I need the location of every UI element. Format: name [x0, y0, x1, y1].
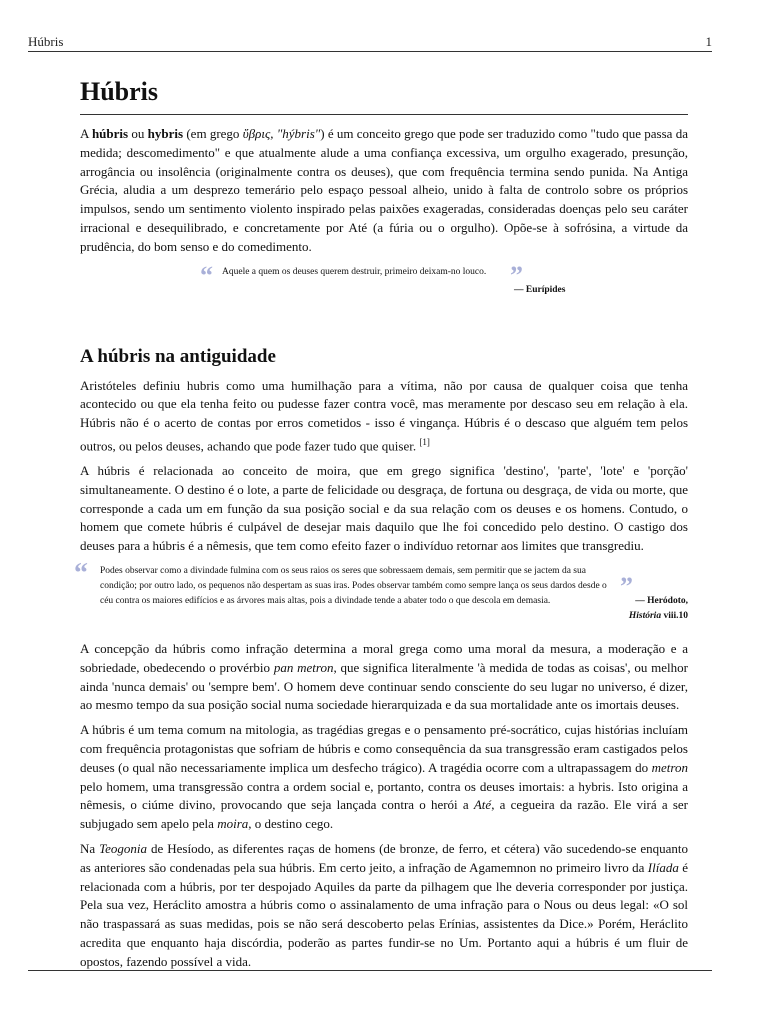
paragraph-teogonia: [80, 840, 688, 972]
italic-term: moira: [217, 816, 249, 832]
text-span: , a cegueira da razão. Ele virá a ser subjugado sem apelo pela: [80, 797, 688, 832]
article-body: [74, 70, 689, 978]
text-span: pelo homem, uma transgressão contra a ordem social e, portanto, contra os deuses imortais: a hybris. Isto origina a nêmesis, o ciúme divino, provocando que seja lançada contra o herói a: [80, 778, 688, 813]
text-span: (em grego: [183, 126, 243, 141]
italic-term: Teogonia: [99, 841, 148, 857]
text-span: é relacionada com a húbris, por ter despojado Aquiles da parte da pilhagem que lhe deveria corresponder por justiça. Pela sua vez, Heráclito amostra a húbris como o assinalamento de uma infração para o Nous ou deus legal: «O sol não traspassará as suas medidas, pois se não será descoberto pelas Erínias, assistentes da Dice.» Porém, Heráclito acredita que enquanto haja discórdia, poderão as partes fundir-se no Um. Portanto aqui a húbris é um fluir de opostos, fazendo possível a vida.: [80, 859, 689, 969]
greek-term: ὕβρις, "hýbris": [242, 126, 321, 141]
text-span: A: [80, 126, 92, 141]
header-title: Húbris: [28, 34, 64, 49]
text-span: ) é um conceito grego que pode ser traduzido como "tudo que passa da medida; descomedimento" e que atualmente alude a uma confiança excessiva, um orgulho exagerado, presunção, arrogância ou insolência (originalmente contra os deuses), que com frequência termina sendo punida. Na Antiga Grécia, aludia a um desprezo temerário pelo espaço pessoal alheio, unido à falta de controlo sobre os próprios impulsos, sendo um sentimento violento inspirado pelas paixões exageradas, consideradas doenças pelo seu caráter irracional e desequilibrado, e concretamente por Até (a fúria ou o orgulho). Opõe-se à sofrósina, a virtude da prudência, do bom senso e do comedimento.: [80, 126, 688, 254]
text-span: ou: [128, 126, 148, 141]
running-header: [28, 34, 712, 52]
italic-term: Ilíada: [647, 859, 679, 875]
attribution-work: História: [628, 611, 662, 622]
section-heading: A húbris na antiguidade: [80, 345, 276, 367]
attribution-ref: viii.10: [661, 611, 688, 622]
footer-divider: [28, 970, 712, 971]
bold-term: húbris: [91, 126, 129, 141]
paragraph-moira: A húbris é relacionada ao conceito de moira, que em grego significa 'destino', 'parte', 'lote' e 'porção' simultaneamente. O destino é o lote, a parte de felicidade ou desgraça, de fortuna ou desgraça, de vida ou morte, que corresponde a cada um em função da sua posição social e da sua relação com os deuses e os homens. Contudo, o homem que comete húbris é culpável de desejar mais daquilo que lhe foi concedido pelo destino. O castigo dos deuses para a húbris é a nêmesis, que tem como efeito fazer o indivíduo retornar aos limites que transgrediu.: [80, 463, 688, 554]
quote-text: Podes observar como a divindade fulmina com os seus raios os seres que sobressaem demais, sem permitir que se jactem da sua condição; por outro lado, os pequenos não despertam as suas iras. Podes observar também como sempre lança os seus dardos desde o céu contra os maiores edifícios e as árvores mais altas, pois a divindade tende a abater todo o que descola em demasia.: [100, 566, 607, 607]
text-span: de Hesíodo, as diferentes raças de homens (de bronze, de ferro, et cétera) vão sucedendo-se enquanto as anteriores são condenadas pela sua húbris. Em certo jeito, a infração de Agamemnon no primeiro livro da: [80, 841, 688, 875]
bold-term: hybris: [147, 126, 184, 141]
header-divider: [28, 51, 712, 52]
quote-text: Aquele a quem os deuses querem destruir, primeiro deixam-no louco.: [222, 266, 487, 277]
text-span: , que significa literalmente 'à medida de todas as coisas', ou melhor ainda 'nunca demais' ou 'sempre bem'. O homem deve continuar sendo consciente do seu lugar no universo, é dizer, ao mesmo tempo da sua posição social numa sociedade hierarquizada e da sua mortalidade ante os imortais deuses.: [80, 659, 689, 713]
text-span: , o destino cego.: [248, 816, 334, 832]
attribution-author: — Heródoto,: [635, 596, 688, 607]
open-quote-mark: “: [74, 558, 88, 590]
italic-term: Até: [473, 797, 492, 813]
quote-euripides: [80, 260, 688, 309]
reference-link[interactable]: [1]: [419, 436, 430, 447]
intro-paragraph: [80, 125, 688, 257]
quote-herodoto: [74, 558, 688, 630]
quote-attribution: — Eurípides: [514, 284, 566, 295]
text-span: Aristóteles definiu hubris como uma humilhação para a vítima, não por causa de qualquer coisa que tenha acontecido ou que ela tenha feito ou pudesse fazer contra você, mas meramente por descaso seu em relação à ela. Húbris não é o acerto de contas por erros cometidos - isso é vingança. Húbris é o descaso que alguém tem pelos outros, ou pelos deuses, achando que pode fazer tudo que quiser.: [80, 377, 688, 454]
page-number: 1: [705, 34, 712, 49]
paragraph-mitologia: [80, 721, 688, 834]
article-title: Húbris: [80, 70, 688, 115]
text-span: A húbris é um tema comum na mitologia, as tragédias gregas e o pensamento pré-socrático, cujas histórias incluíam com frequência protagonistas que sofriam de húbris e como consequência da sua transgressão eram castigados pelos deuses (o qual não necessariamente implica um desfecho trágico). A tragédia ocorre com a ultrapassagem do: [80, 722, 688, 775]
text-span: A concepção da húbris como infração determina a moral grega como uma moral da mesura, a moderação e a sobriedade, obedecendo o provérbio: [80, 641, 688, 675]
text-span: Na: [80, 841, 100, 857]
italic-term: metron: [651, 759, 688, 775]
paragraph-mesura: [80, 640, 688, 715]
italic-term: pan metron: [273, 659, 334, 675]
quote-attribution: [629, 594, 688, 624]
paragraph-aristoteles: [80, 377, 688, 457]
close-quote-mark: ”: [620, 572, 633, 602]
close-quote-mark: ”: [510, 260, 523, 290]
open-quote-mark: “: [200, 260, 213, 290]
